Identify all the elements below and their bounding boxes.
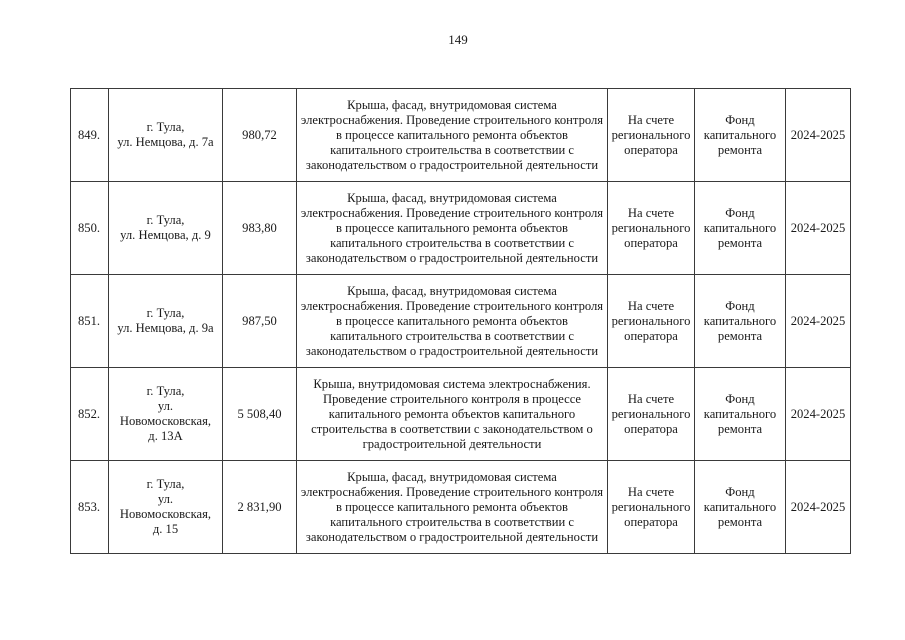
table-row	[71, 461, 851, 554]
funding-source-line: ремонта	[717, 421, 763, 436]
address-line: д. 15	[152, 522, 179, 536]
work-description-line: в процессе капитального ремонта объектов	[335, 499, 568, 514]
address-cell	[109, 182, 223, 275]
work-description-cell	[297, 275, 608, 368]
address-line: ул.	[157, 492, 174, 506]
period-cell: 2024-2025	[786, 89, 851, 182]
address-cell	[109, 89, 223, 182]
account-type-cell	[608, 182, 695, 275]
area-cell: 980,72	[223, 89, 297, 182]
account-type-line: регионального	[611, 313, 691, 328]
account-type-line: оператора	[624, 235, 678, 250]
funding-source-cell	[695, 182, 786, 275]
work-description-line: Крыша, фасад, внутридомовая система	[347, 469, 557, 484]
account-type-line: регионального	[611, 406, 691, 421]
work-description-cell	[297, 89, 608, 182]
funding-source-cell	[695, 368, 786, 461]
funding-source-line: капитального	[703, 499, 777, 514]
work-description-line: капитального строительства в соответствии с	[330, 235, 574, 250]
address-line: ул. Немцова, д. 7а	[117, 135, 214, 149]
period-cell: 2024-2025	[786, 182, 851, 275]
table-row	[71, 182, 851, 275]
funding-source-line: ремонта	[717, 514, 763, 529]
row-number-cell: 853.	[71, 461, 109, 554]
work-description-line: капитального строительства в соответствии с	[330, 142, 574, 157]
address-line: Новомосковская,	[119, 414, 212, 428]
funding-source-line: капитального	[703, 220, 777, 235]
page-number: 149	[448, 32, 468, 47]
account-type-cell	[608, 89, 695, 182]
funding-source-line: Фонд	[725, 112, 755, 127]
work-description-line: капитального строительства в соответствии с	[330, 328, 574, 343]
funding-source-line: ремонта	[717, 142, 763, 157]
account-type-line: оператора	[624, 514, 678, 529]
address-line: г. Тула,	[146, 477, 185, 491]
repair-schedule-table	[70, 88, 851, 554]
work-description-line: капитального строительства в соответствии с	[330, 514, 574, 529]
account-type-line: На счете	[627, 298, 675, 313]
account-type-cell	[608, 368, 695, 461]
funding-source-cell	[695, 461, 786, 554]
account-type-line: На счете	[627, 391, 675, 406]
work-description-line: электроснабжения. Проведение строительного контроля	[300, 484, 604, 499]
work-description-line: в процессе капитального ремонта объектов	[335, 127, 568, 142]
address-line: Новомосковская,	[119, 507, 212, 521]
work-description-line: электроснабжения. Проведение строительного контроля	[300, 112, 604, 127]
period-cell: 2024-2025	[786, 368, 851, 461]
funding-source-line: ремонта	[717, 235, 763, 250]
period-cell: 2024-2025	[786, 461, 851, 554]
address-line: ул.	[157, 399, 174, 413]
account-type-line: оператора	[624, 328, 678, 343]
funding-source-line: Фонд	[725, 205, 755, 220]
work-description-line: электроснабжения. Проведение строительного контроля	[300, 298, 604, 313]
funding-source-line: капитального	[703, 406, 777, 421]
work-description-line: законодательством о градостроительной деятельности	[305, 157, 599, 172]
funding-source-line: ремонта	[717, 328, 763, 343]
period-cell: 2024-2025	[786, 275, 851, 368]
work-description-line: строительства в соответствии с законодательством о	[311, 421, 593, 436]
funding-source-line: капитального	[703, 127, 777, 142]
address-line: г. Тула,	[146, 384, 185, 398]
address-cell	[109, 461, 223, 554]
work-description-cell	[297, 368, 608, 461]
work-description-line: градостроительной деятельности	[362, 436, 542, 451]
account-type-line: На счете	[627, 484, 675, 499]
work-description-line: законодательством о градостроительной деятельности	[305, 529, 599, 544]
table-row	[71, 89, 851, 182]
work-description-line: Крыша, фасад, внутридомовая система	[347, 97, 557, 112]
account-type-line: На счете	[627, 205, 675, 220]
funding-source-cell	[695, 89, 786, 182]
address-line: г. Тула,	[146, 213, 185, 227]
work-description-line: капитального ремонта объектов капитального	[328, 406, 576, 421]
work-description-line: законодательством о градостроительной деятельности	[305, 343, 599, 358]
area-cell: 987,50	[223, 275, 297, 368]
area-cell: 2 831,90	[223, 461, 297, 554]
funding-source-cell	[695, 275, 786, 368]
row-number-cell: 852.	[71, 368, 109, 461]
row-number-cell: 850.	[71, 182, 109, 275]
address-cell	[109, 275, 223, 368]
funding-source-line: Фонд	[725, 391, 755, 406]
work-description-line: Проведение строительного контроля в процессе	[322, 391, 582, 406]
account-type-line: регионального	[611, 499, 691, 514]
row-number-cell: 851.	[71, 275, 109, 368]
work-description-line: в процессе капитального ремонта объектов	[335, 220, 568, 235]
funding-source-line: Фонд	[725, 484, 755, 499]
address-line: ул. Немцова, д. 9	[120, 228, 211, 242]
address-line: д. 13А	[148, 429, 183, 443]
funding-source-line: капитального	[703, 313, 777, 328]
account-type-line: регионального	[611, 220, 691, 235]
work-description-line: в процессе капитального ремонта объектов	[335, 313, 568, 328]
work-description-line: электроснабжения. Проведение строительного контроля	[300, 205, 604, 220]
account-type-line: регионального	[611, 127, 691, 142]
work-description-line: Крыша, внутридомовая система электроснабжения.	[313, 376, 591, 391]
address-line: г. Тула,	[146, 306, 185, 320]
funding-source-line: Фонд	[725, 298, 755, 313]
table-row	[71, 275, 851, 368]
address-line: ул. Немцова, д. 9а	[117, 321, 214, 335]
account-type-cell	[608, 461, 695, 554]
row-number-cell: 849.	[71, 89, 109, 182]
work-description-line: законодательством о градостроительной деятельности	[305, 250, 599, 265]
work-description-line: Крыша, фасад, внутридомовая система	[347, 283, 557, 298]
account-type-line: оператора	[624, 421, 678, 436]
table-row	[71, 368, 851, 461]
area-cell: 5 508,40	[223, 368, 297, 461]
account-type-line: оператора	[624, 142, 678, 157]
table-body	[71, 89, 851, 554]
address-line: г. Тула,	[146, 120, 185, 134]
address-cell	[109, 368, 223, 461]
account-type-cell	[608, 275, 695, 368]
work-description-line: Крыша, фасад, внутридомовая система	[347, 190, 557, 205]
work-description-cell	[297, 461, 608, 554]
account-type-line: На счете	[627, 112, 675, 127]
work-description-cell	[297, 182, 608, 275]
area-cell: 983,80	[223, 182, 297, 275]
